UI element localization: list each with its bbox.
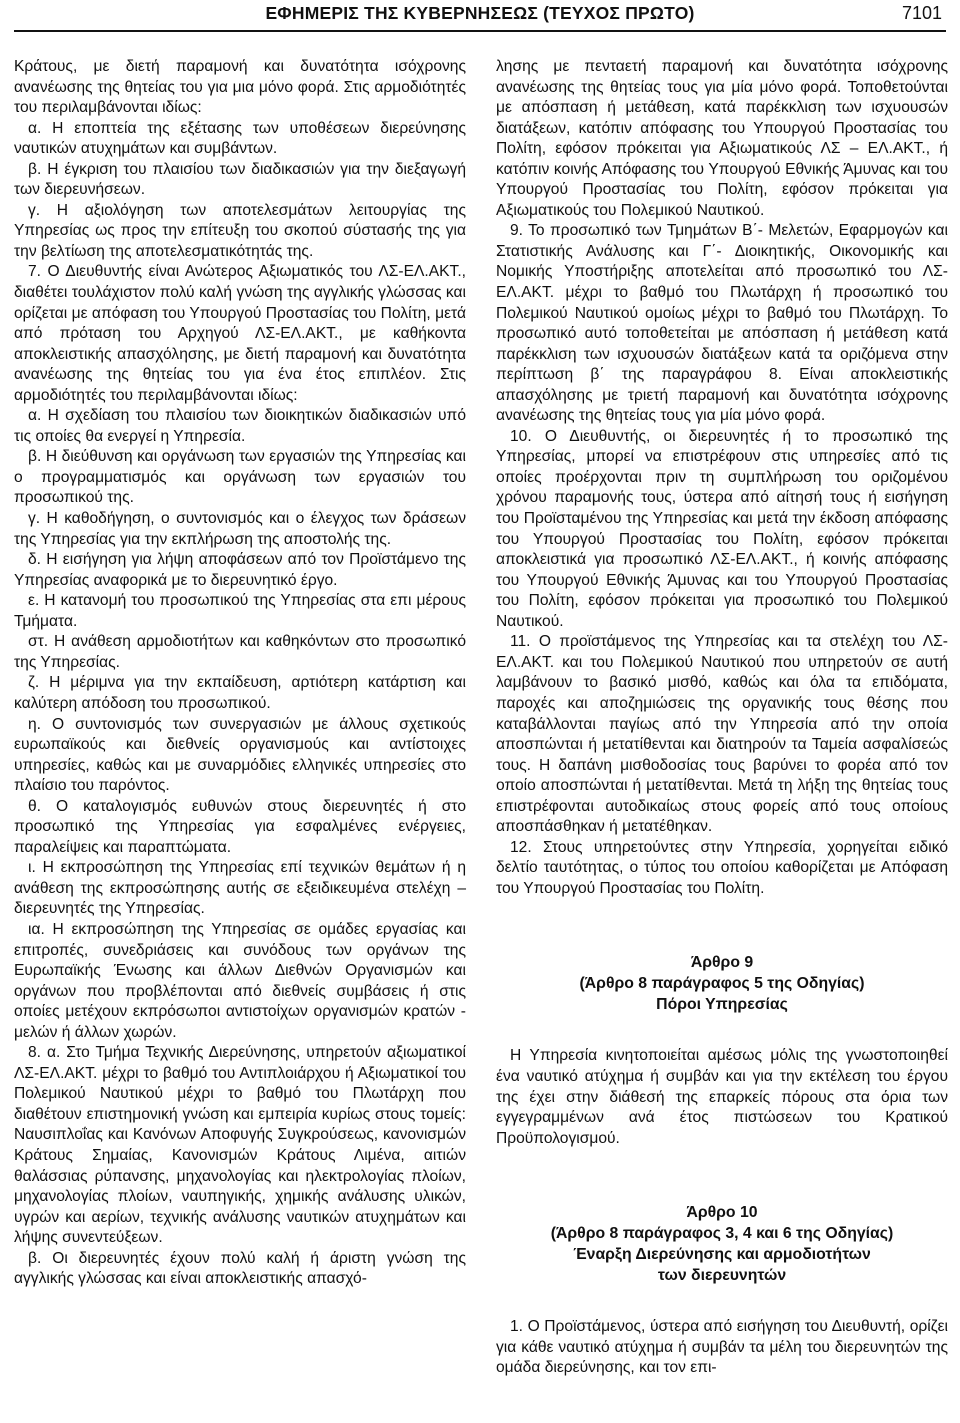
paragraph: β. Οι διερευνητές έχουν πολύ καλή ή άριστη γνώση της αγγλικής γλώσσας και είναι αποκλειστικής απασχό-: [14, 1249, 466, 1288]
right-column: [496, 57, 948, 1379]
paragraph: δ. Η εισήγηση για λήψη αποφάσεων από τον Προϊστάμενο της Υπηρεσίας αναφορικά με το διερευνητικό έργο.: [14, 551, 466, 589]
spacer: [496, 1149, 948, 1202]
paragraph: θ. Ο καταλογισμός ευθυνών στους διερευνητές ή στο προσωπικό της Υπηρεσίας για εσφαλμένες ενέργειες, παραλείψεις και παραπτώματα.: [14, 797, 466, 856]
page-header: [14, 0, 946, 32]
paragraph: 12. Στους υπηρετούντες στην Υπηρεσία, χορηγείται ειδικό δελτίο ταυτότητας, ο τύπος του οποίου καθορίζεται με Απόφαση του Υπουργού Προστασίας του Πολίτη.: [496, 838, 948, 897]
paragraph: α. Η εποπτεία της εξέτασης των υποθέσεων διερεύνησης ναυτικών ατυχημάτων και συμβάντων.: [14, 119, 466, 158]
paragraph: γ. Η αξιολόγηση των αποτελεσμάτων λειτουργίας της Υπηρεσίας ως προς την επίτευξη του σκοπού σύστασής της για την βελτίωση της αποτελεσματικότητάς της.: [14, 201, 466, 260]
article-10-text: 1. Ο Προϊστάμενος, ύστερα από εισήγηση του Διευθυντή, ορίζει για κάθε ναυτικό ατύχημα ή συμβάν τα μέλη του διερευνητών της ομάδα διερεύνησης, και τον επι-: [496, 1318, 948, 1377]
article-9-number: Άρθρο 9: [690, 954, 754, 972]
spacer: [496, 1015, 948, 1046]
article-10-title: Έναρξη Διερεύνησης και αρμοδιοτήτων: [573, 1246, 871, 1264]
paragraph: ι. Η εκπροσώπηση της Υπηρεσίας επί τεχνικών θεμάτων ή η ανάθεση της εκπροσώπησης αυτής σε εξειδικευμένα στελέχη – διερευνητές της Υπηρεσίας.: [14, 859, 466, 918]
paragraph: ε. Η κατανομή του προσωπικού της Υπηρεσίας στα επι μέρους Τμήματα.: [14, 592, 466, 630]
spacer: [496, 899, 948, 952]
paragraph: η. Ο συντονισμός των συνεργασιών με άλλους σχετικούς ευρωπαϊκούς και διεθνείς οργανισμούς και αντίστοιχες υπηρεσίες, καθώς και με συναρμόδιες ελληνικές υπηρεσίες στο πλαίσιο του παρόντος.: [14, 715, 466, 795]
paragraph: λησης με πενταετή παραμονή και δυνατότητα ισόχρονης ανανέωσης της θητείας τους για μία μόνο φορά. Τοποθετούνται με απόσπαση ή μετάθεση, κατά παρέκκλιση των ισχυουσών διατάξεων, κατόπιν απόφασης του Υπουργού Προστασίας του Πολίτη, εφόσον πρόκειται για Αξιωματικούς ΛΣ – ΕΛ.ΑΚΤ., ή κατόπιν κοινής Απόφασης του Υπουργού Εθνικής Άμυνας και του Υπουργού Προστασίας του Πολίτη, εφόσον πρόκειται για Αξιωματικούς του Πολεμικού Ναυτικού.: [496, 58, 948, 219]
paragraph: ια. Η εκπροσώπηση της Υπηρεσίας σε ομάδες εργασίας και επιτροπές, συνεδριάσεις και συνόδους των οργάνων της Ευρωπαϊκής Ένωσης και άλλων Διεθνών Οργανισμών και οργάνων που προβλέπονται από διεθνείς συμβάσεις ή στις οποίες μετέχουν εκπρόσωποι αντιστοίχων οργανισμών κρατών - μελών ή άλλων χωρών.: [14, 920, 466, 1041]
article-9-title: Πόροι Υπηρεσίας: [656, 996, 788, 1014]
paragraph: 10. Ο Διευθυντής, οι διερευνητές ή το προσωπικό της Υπηρεσίας, μπορεί να επιστρέφουν στις υπηρεσίες από τις οποίες προέρχονται πριν τη συμπλήρωση του οριζομένου χρόνου παραμονής τους, ύστερα από αίτησή τους ή εισήγηση του Προϊσταμένου της Υπηρεσίας και μετά την έκδοση απόφασης του Υπουργού Προστασίας του Πολίτη, εφόσον πρόκειται αποκλειστικά για προσωπικό ΛΣ-ΕΛ.ΑΚΤ., ή κοινής απόφασης του Υπουργού Εθνικής Άμυνας και του Υπουργού Προστασίας του Πολίτη, εφόσον πρόκειται για προσωπικό του Πολεμικού Ναυτικού.: [496, 427, 948, 630]
paragraph: στ. Η ανάθεση αρμοδιοτήτων και καθηκόντων στο προσωπικό της Υπηρεσίας.: [14, 633, 466, 671]
gazette-title: ΕΦΗΜΕΡΙΣ ΤΗΣ ΚΥΒΕΡΝΗΣΕΩΣ (ΤΕΥΧΟΣ ΠΡΩΤΟ): [265, 3, 695, 23]
paragraph: β. Η διεύθυνση και οργάνωση των εργασιών της Υπηρεσίας και ο προγραμματισμός και οργάνωση των εργασιών του προσωπικού της.: [14, 448, 466, 507]
paragraph: 7. Ο Διευθυντής είναι Ανώτερος Αξιωματικός του ΛΣ-ΕΛ.ΑΚΤ., διαθέτει τουλάχιστον πολύ καλή γνώση της αγγλικής γλώσσας και ορίζεται με απόφαση του Υπουργού Προστασίας του Πολίτη, μετά από πρόταση του Αρχηγού ΛΣ-ΕΛ.ΑΚΤ., με καθήκοντα αποκλειστικής απασχόλησης, με διετή παραμονή και δυνατότητα ανανέωσης της θητείας του για ένα έτος επιπλέον. Στις αρμοδιότητές του περιλαμβάνονται ιδίως:: [14, 263, 466, 404]
paragraph: β. Η έγκριση του πλαισίου των διαδικασιών για την διεξαγωγή των διερευνήσεων.: [14, 160, 466, 199]
article-10-number: Άρθρο 10: [686, 1204, 758, 1222]
article-9-reference: (Άρθρο 8 παράγραφος 5 της Οδηγίας): [579, 975, 865, 993]
page-number: 7101: [901, 3, 942, 23]
article-10-title-cont: των διερευνητών: [657, 1267, 787, 1285]
paragraph: ζ. Η μέριμνα για την εκπαίδευση, αρτιότερη κατάρτιση και καλύτερη απόδοση του προσωπικού.: [14, 674, 466, 712]
paragraph: α. Η σχεδίαση του πλαισίου των διοικητικών διαδικασιών υπό τις οποίες θα ενεργεί η Υπηρεσία.: [14, 407, 466, 445]
paragraph: γ. Η καθοδήγηση, ο συντονισμός και ο έλεγχος των δράσεων της Υπηρεσίας για την εκπλήρωση της αποστολής της.: [14, 510, 466, 548]
article-9-text: Η Υπηρεσία κινητοποιείται αμέσως μόλις της γνωστοποιηθεί ένα ναυτικό ατύχημα ή συμβάν και για την εκτέλεση του έργου της έχει στην διάθεσή της επαρκείς πόρους στα όρια των εγγεγραμμένων ανά έτος πιστώσεων του Κρατικού Προϋπολογισμού.: [496, 1047, 948, 1147]
left-column: [14, 57, 466, 1290]
paragraph: Κράτους, με διετή παραμονή και δυνατότητα ισόχρονης ανανέωσης της θητείας του για μια μόνο φορά. Στις αρμοδιότητές του περιλαμβάνονται ιδίως:: [14, 58, 466, 117]
spacer: [496, 1286, 948, 1317]
paragraph: 8. α. Στο Τμήμα Τεχνικής Διερεύνησης, υπηρετούν αξιωματικοί ΛΣ-ΕΛ.ΑΚΤ. μέχρι το βαθμό του Αντιπλοιάρχου ή Αξιωματικοί του Πολεμικού Ναυτικού μέχρι το βαθμό του Πλωτάρχη που διαθέτουν επιστημονική γνώση και εμπειρία κυρίως στους τομείς: Ναυσιπλοΐας και Κανόνων Αποφυγής Συγκρούσεως, κανονισμών Κράτους Σημαίας, Κανονισμών Κράτους Λιμένα, αιτιών θαλάσσιας ρύπανσης, μηχανολογίας και ηλεκτρολογίας πλοίων, μηχανολογίας πλοίων, ναυπηγικής, χημικής ανάλυσης υλικών, υγρών και αερίων, τεχνικής ανάλυσης ναυτικών ατυχημάτων και λήψης συνεντεύξεων.: [14, 1044, 466, 1247]
article-10-reference: (Άρθρο 8 παράγραφος 3, 4 και 6 της Οδηγίας): [550, 1225, 894, 1243]
paragraph: 9. Το προσωπικό των Τμημάτων Β΄- Μελετών, Εφαρμογών και Στατιστικής Ανάλυσης και Γ΄- Διοικητικής, Οικονομικής και Νομικής Υποστήριξης αποτελείται από προσωπικό του ΛΣ-ΕΛ.ΑΚΤ. μέχρι το βαθμό του Πλωτάρχη ή προσωπικό του Πολεμικού Ναυτικού ομοίως μέχρι το βαθμό του Πλωτάρχη. Το προσωπικό αυτό τοποθετείται με απόσπαση ή μετάθεση κατά παρέκκλιση των ισχυουσών διατάξεων κατά τα οριζόμενα στην περίπτωση β΄ της παραγράφου 8. Είναι αποκλειστικής απασχόλησης με τριετή παραμονή και δυνατότητα ισόχρονης ανανέωσης της θητείας τους για μία μόνο φορά.: [496, 222, 948, 425]
paragraph: 11. Ο προϊστάμενος της Υπηρεσίας και τα στελέχη του ΛΣ-ΕΛ.ΑΚΤ. και του Πολεμικού Ναυτικού που υπηρετούν σε αυτή λαμβάνουν το βασικό μισθό, καθώς και όλα τα επιδόματα, παροχές και αποζημιώσεις της οργανικής τους θέσης που καταβάλλονται παγίως από την Υπηρεσία από την οποία αποσπώνται ή μετατίθενται και διατηρούν τα Ταμεία ασφαλίσεώς τους. Η δαπάνη μισθοδοσίας τους βαρύνει το φορέα από τον οποίο αποσπώνται ή μετατίθενται. Μετά τη λήξη της θητείας τους επιστρέφονται αυτοδικαίως στους φορείς από τους οποίους αποσπάσθηκαν ή μετατέθηκαν.: [496, 633, 948, 836]
